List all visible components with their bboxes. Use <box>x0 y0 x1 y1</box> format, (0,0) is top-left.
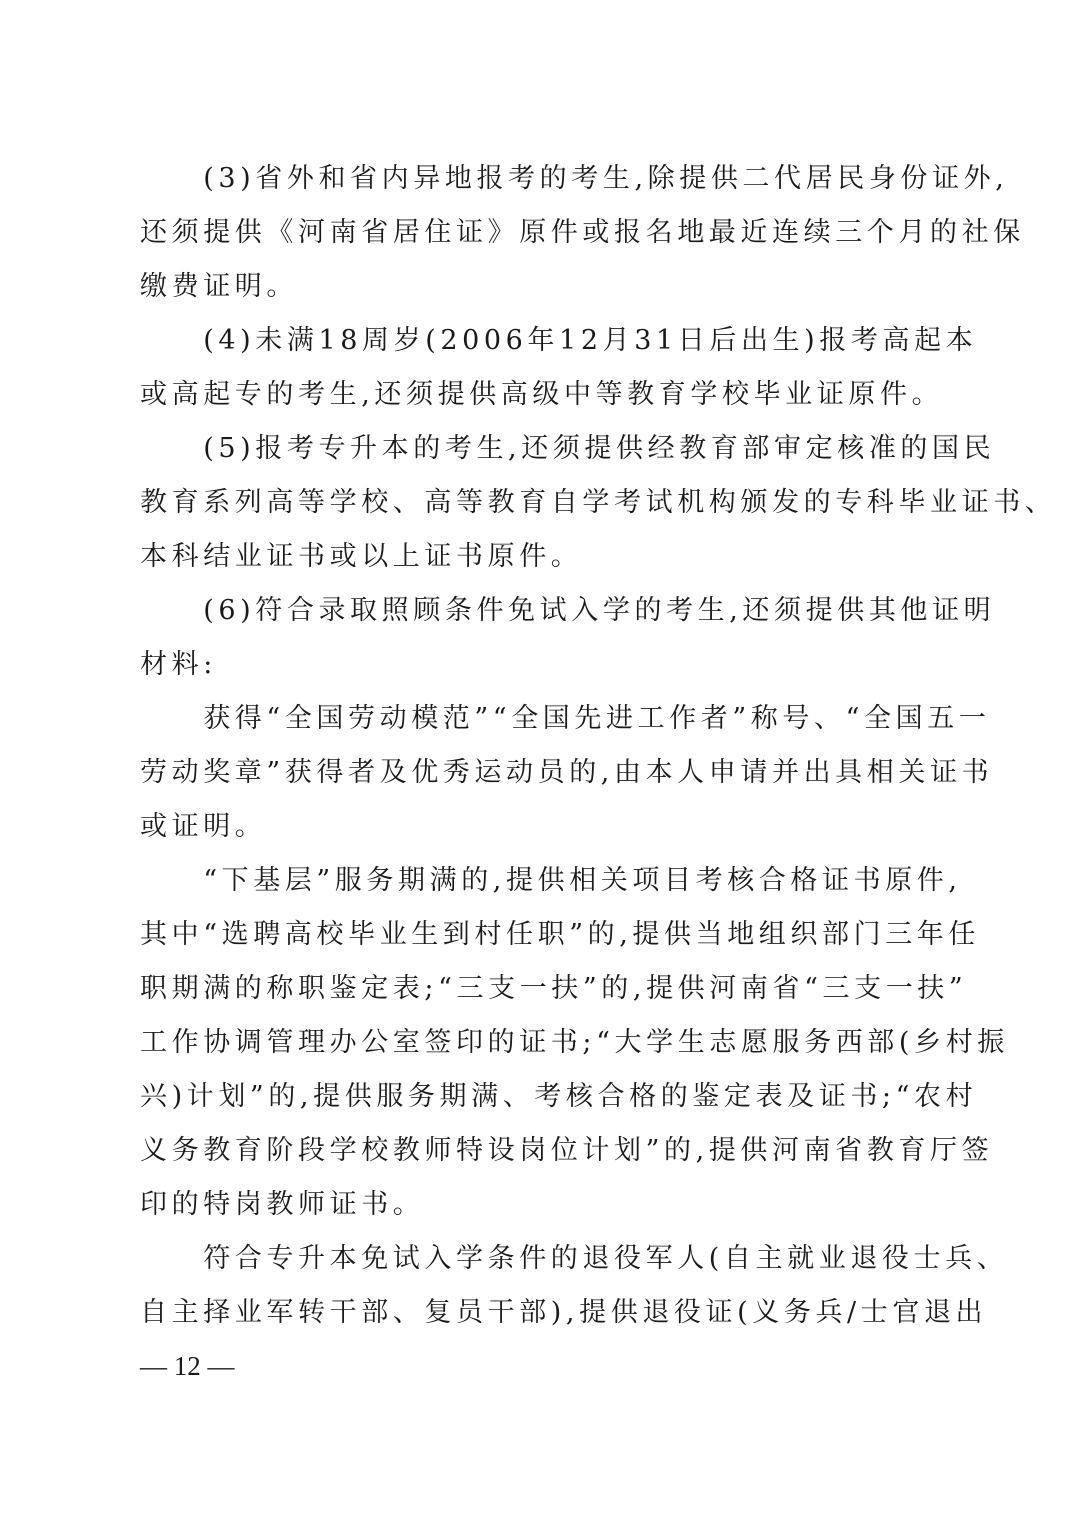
text-line: 材料: <box>140 649 217 680</box>
text-line: 教育系列高等学校、高等教育自学考试机构颁发的专科毕业证书、 <box>140 487 1057 518</box>
text-line: “下基层”服务期满的,提供相关项目考核合格证书原件, <box>140 865 962 896</box>
text-line: 义务教育阶段学校教师特设岗位计划”的,提供河南省教育厅签 <box>140 1135 994 1166</box>
text-line: 符合专升本免试入学条件的退役军人(自主就业退役士兵、 <box>140 1243 1009 1274</box>
text-line: 印的特岗教师证书。 <box>140 1189 425 1220</box>
text-line: 获得“全国劳动模范”“全国先进工作者”称号、“全国五一 <box>140 703 991 734</box>
page-number: — 12 — <box>140 1351 235 1381</box>
text-line: 或证明。 <box>140 811 267 842</box>
text-line: 自主择业军转干部、复员干部),提供退役证(义务兵/士官退出 <box>140 1297 988 1328</box>
text-line: (3)省外和省内异地报考的考生,除提供二代居民身份证外, <box>140 163 1009 194</box>
text-line: (6)符合录取照顾条件免试入学的考生,还须提供其他证明 <box>140 595 996 626</box>
text-line: 工作协调管理办公室签印的证书;“大学生志愿服务西部(乡村振 <box>140 1027 1009 1058</box>
text-line: 缴费证明。 <box>140 271 298 302</box>
document-body <box>140 152 1057 1340</box>
text-line: 本科结业证书或以上证书原件。 <box>140 541 583 572</box>
text-line: 或高起专的考生,还须提供高级中等教育学校毕业证原件。 <box>140 379 944 410</box>
text-line: 其中“选聘高校毕业生到村任职”的,提供当地组织部门三年任 <box>140 919 980 950</box>
text-line: (4)未满18周岁(2006年12月31日后出生)报考高起本 <box>140 325 978 356</box>
text-line: 职期满的称职鉴定表;“三支一扶”的,提供河南省“三支一扶” <box>140 973 968 1004</box>
text-line: 劳动奖章”获得者及优秀运动员的,由本人申请并出具相关证书 <box>140 757 994 788</box>
text-line: (5)报考专升本的考生,还须提供经教育部审定核准的国民 <box>140 433 996 464</box>
text-line: 还须提供《河南省居住证》原件或报名地最近连续三个月的社保 <box>140 217 1025 248</box>
text-line: 兴)计划”的,提供服务期满、考核合格的鉴定表及证书;“农村 <box>140 1081 978 1112</box>
